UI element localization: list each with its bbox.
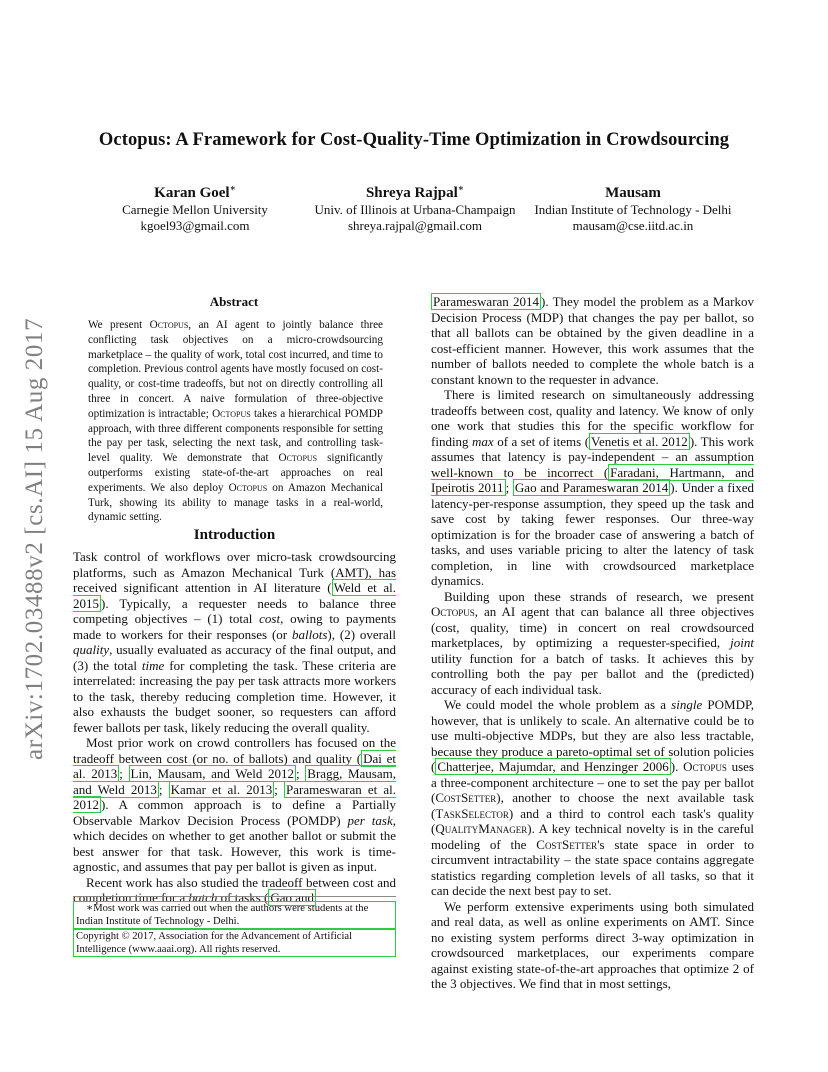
author-block-1 (115, 184, 275, 233)
arxiv-identifier: arXiv:1702.03488v2 [cs.AI] 15 Aug 2017 (21, 317, 48, 760)
left-column-text: Task control of workflows over micro-task crowdsourcing platforms, such as Amazon Mechanical Turk (AMT), has received significant attention in AI literature ( Weld et al. 2015 ). Typically, a requester needs to balance three competing objectives – (1) total cost, owing to payments made to workers for their responses (or ballots), (2) overall quality, usually evaluated as accuracy of the final output, and (3) the total time for completing the task. These criteria are interrelated: increasing the pay per task attracts more workers to the task, thereby reducing completion time. However, it also exhausts the budget sooner, so requesters can afford fewer ballots per task, likely reducing the overall quality. Most prior work on crowd controllers has focused on the tradeoff between cost (or no. of ballots) and quality ( Dai et al. 2013 ; Lin, Mausam, and Weld 2012 ; Bragg, Mausam, and Weld 2013 ; Kamar et al. 2013 ; Parameswaran et al. 2012 ). A common approach is to define a Partially Observable Markov Decision Process (POMDP) per task, which decides on whether to get another ballot or submit the best answer for that task. However, this work is time-agnostic, and assumes that pay per ballot is given as input. Recent work has also studied the tradeoff between cost and completion time for a batch of tasks ( Gao and (73, 549, 397, 905)
abstract-heading: Abstract (209, 294, 259, 309)
citation-link[interactable]: Bragg, Mausam, and Weld 2013 (73, 766, 396, 797)
citation-link[interactable]: Chatterjee, Majumdar, and Henzinger 2006 (437, 759, 669, 774)
author-email: mausam@cse.iitd.ac.in (572, 217, 694, 233)
right-column-text: Parameswaran 2014 ). They model the problem as a Markov Decision Process (MDP) that changes the pay per ballot, so that all ballots can be obtained by the given deadline in a cost-efficient manner. However, this work assumes that the number of ballots needed to complete the whole batch is a constant known to the requester in advance. There is limited research on simultaneously addressing tradeoffs between cost, quality and latency. We know of only one work that studies this for the specific workflow for finding max of a set of items ( Venetis et al. 2012 ). This work assumes that latency is pay-independent – an assumption well-known to be incorrect ( Faradani, Hartmann, and Ipeirotis 2011 ; Gao and Parameswaran 2014 ). Under a fixed latency-per-response assumption, they speed up the task and save cost by taking fewer responses. Our three-way optimization is for the broader case of answering a batch of tasks, and uses variable pricing to alter the latency of task completion, in line with crowdsourced marketplace dynamics. Building upon these strands of research, we present Octopus, an AI agent that can balance all three objectives (cost, quality, time) in concert on real crowdsourced marketplaces, by optimizing a requester-specified, joint utility function for a batch of tasks. It achieves this by controlling both the pay per ballot and the (predicted) accuracy of each individual task. We could model the whole problem as a single POMDP, however, that is unlikely to scale. An alternative could be to use multi-objective MDPs, but they are also less tractable, because they produce a pareto-optimal set of solution policies ( Chatterjee, Majumdar, and Henzinger 2006 ). Octopus uses a three-component architecture – one to set the pay per ballot (CostSetter), another to choose the next available task (TaskSelector) and a third to control each task's quality (QualityManager). A key technical novelty is in the careful modeling of the CostSetter's state space in order to circumvent intractability – the state space contains aggregate statistics regarding completion levels of all tasks, so that it can decide the next best pay to set. We perform extensive experiments using both simulated and real data, as well as online experiments on AMT. Since no existing system performs direct 3-way optimization in crowdsourced marketplaces, our experiments compare against existing state-of-the-art approaches that optimize 2 of the 3 objectives. We find that in most settings, (431, 294, 754, 991)
author-affiliation: Indian Institute of Technology - Delhi (534, 202, 732, 217)
author-affiliation: Carnegie Mellon University (122, 202, 268, 217)
citation-link[interactable]: Faradani, Hartmann, and Ipeirotis 2011 (431, 464, 754, 495)
author-email: shreya.rajpal@gmail.com (348, 217, 482, 233)
author-block-2 (305, 184, 525, 233)
footnote-star[interactable]: ∗Most work was carried out when the authors were students at the Indian Institute of Technology - Delhi. (73, 901, 396, 929)
citation-link[interactable]: Parameswaran 2014 (433, 294, 540, 309)
citation-link[interactable]: Weld et al. 2015 (73, 580, 396, 611)
citation-link[interactable]: Gao and Parameswaran 2014 (514, 480, 669, 495)
citation-link[interactable]: Dai et al. 2013 (73, 750, 397, 781)
paper-title: Octopus: A Framework for Cost-Quality-Time Optimization in Crowdsourcing (98, 130, 730, 150)
abstract-text: We present Octopus, an AI agent to jointly balance three conflicting task objectives on a micro-crowdsourcing marketplace – the quality of work, total cost incurred, and time to completion. Previous control agents have mostly focused on cost-quality, or cost-time tradeoffs, but not on directly controlling all three in concert. A naive formulation of three-objective optimization is intractable; Octopus takes a hierarchical POMDP approach, with three different components responsible for setting the pay per task, selecting the next task, and controlling task-level quality. We demonstrate that Octopus significantly outperforms existing state-of-the-art approaches on real experiments. We also deploy Octopus on Amazon Mechanical Turk, showing its ability to manage tasks in a real-world, dynamic setting. (88, 319, 384, 524)
citation-link[interactable]: Parameswaran et al. 2012 (73, 781, 396, 812)
author-affiliation: Univ. of Illinois at Urbana-Champaign (314, 202, 516, 217)
author-name: Karan Goel∗ (154, 183, 236, 201)
citation-link[interactable]: Lin, Mausam, and Weld 2012 (130, 766, 295, 781)
introduction-heading: Introduction (193, 527, 276, 543)
citation-link[interactable]: Gao and (270, 890, 315, 905)
copyright-notice[interactable]: Copyright © 2017, Association for the Advancement of Artificial Intelligence (www.aaai.org). All rights reserved. (73, 929, 396, 957)
citation-link[interactable]: Kamar et al. 2013 (170, 781, 273, 797)
author-name: Mausam (605, 185, 661, 201)
author-block-3 (528, 184, 738, 233)
footnote (73, 896, 396, 957)
citation-link[interactable]: Venetis et al. 2012 (591, 433, 688, 449)
author-name: Shreya Rajpal∗ (365, 183, 465, 201)
author-email: kgoel93@gmail.com (140, 217, 250, 233)
